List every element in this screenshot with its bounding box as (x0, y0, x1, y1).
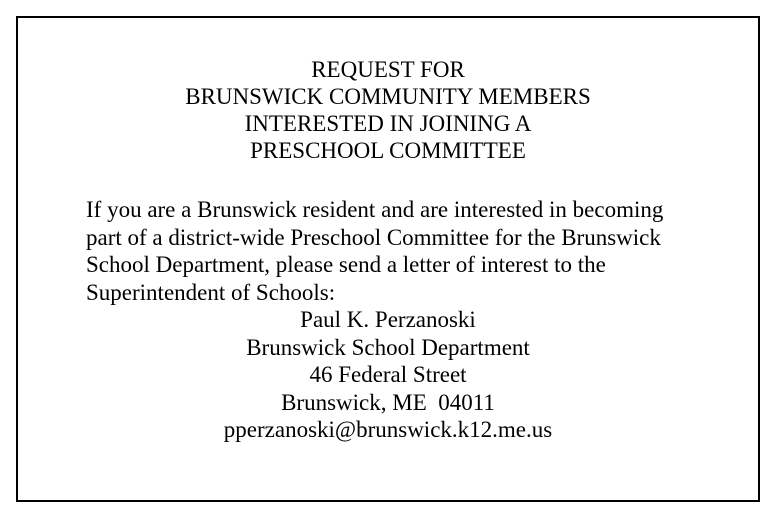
body-line: Superintendent of Schools: (86, 279, 336, 305)
heading-line: BRUNSWICK COMMUNITY MEMBERS (185, 84, 591, 109)
heading-line: PRESCHOOL COMMITTEE (250, 138, 526, 163)
notice-box (16, 16, 760, 502)
address-organization: Brunswick School Department (246, 334, 530, 360)
body-line: part of a district-wide Preschool Committee for the Brunswick (86, 224, 661, 250)
heading-line: INTERESTED IN JOINING A (244, 111, 532, 136)
address-city-state-zip: Brunswick, ME 04011 (281, 389, 495, 415)
address-email: pperzanoski@brunswick.k12.me.us (223, 417, 553, 442)
heading-line: REQUEST FOR (311, 57, 465, 82)
notice-heading (18, 56, 758, 164)
mailing-address (18, 306, 758, 444)
address-street: 46 Federal Street (309, 362, 467, 387)
body-line: If you are a Brunswick resident and are interested in becoming (86, 197, 664, 222)
address-name: Paul K. Perzanoski (300, 307, 476, 332)
body-line: School Department, please send a letter of interest to the (86, 252, 606, 277)
notice-body (86, 196, 726, 306)
